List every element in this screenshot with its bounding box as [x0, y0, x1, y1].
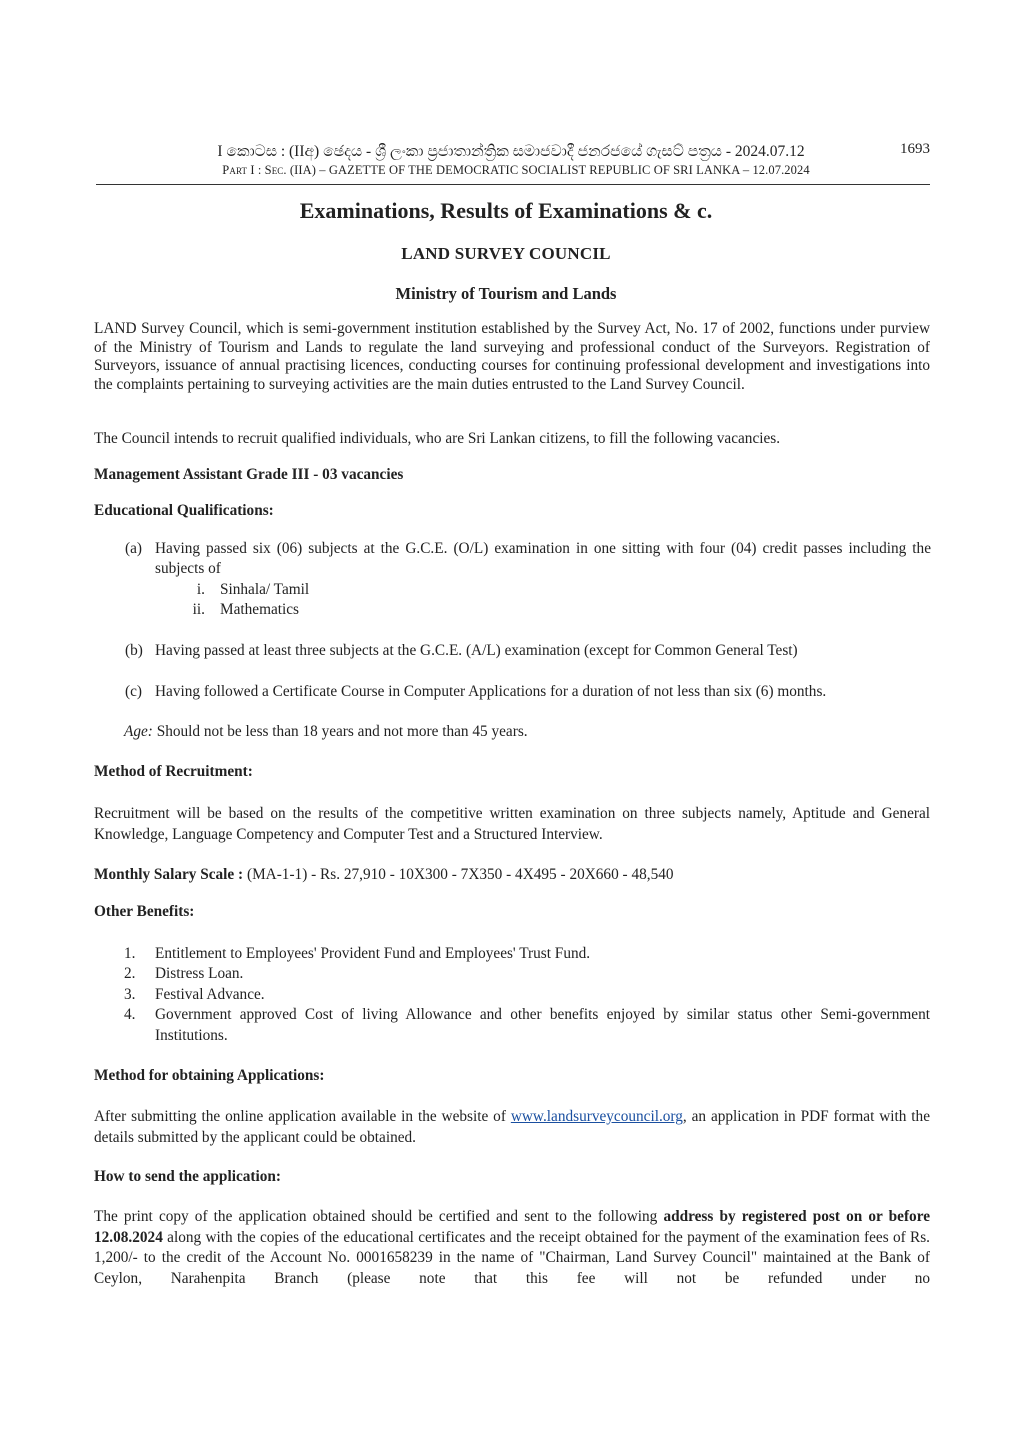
qualification-text: Having passed six (06) subjects at the G.C.E. (O/L) examination in one sitting with four (04) credit passes including the subjects of [155, 540, 931, 577]
qualification-text: Having passed at least three subjects at the G.C.E. (A/L) examination (except for Common General Test) [155, 642, 798, 659]
website-link[interactable]: www.landsurveycouncil.org [510, 1108, 683, 1125]
benefit-text: Government approved Cost of living Allowance and other benefits enjoyed by similar status other Semi-government Institutions. [155, 1006, 930, 1044]
obtaining-text-before: After submitting the online application available in the website of [94, 1108, 511, 1125]
header-part: Part I [222, 163, 255, 177]
age-label: Age: [124, 723, 153, 740]
recruitment-heading: Method of Recruitment: [94, 763, 253, 780]
sending-text-after: along with the copies of the educational certificates and the receipt obtained for the payment of the examination fees of Rs. 1,200/- to the credit of the Account No. 0001658239 in the name of "Chairman, Land Survey Council" maintained at the Bank of Ceylon, Narahenpita Branch (please note that this fee will not be refunded under no [94, 1228, 930, 1287]
benefit-number: 1. [124, 945, 136, 962]
subject-item [185, 580, 385, 600]
subject-number: i. [196, 581, 205, 598]
benefit-text: Distress Loan. [155, 965, 244, 982]
recruitment-text: Recruitment will be based on the results of the competitive written examination on three subjects namely, Aptitude and General Knowledge, Language Competency and Computer Test and a Structured Interview. [94, 805, 930, 843]
age-text: Should not be less than 18 years and not more than 45 years. [156, 723, 528, 740]
intro-paragraph: LAND Survey Council, which is semi-government institution established by the Survey Act, No. 17 of 2002, functions under purview of the Ministry of Tourism and Lands to regulate the land surveying and professional conduct of the Surveyors. Registration of Surveyors, issuance of annual practising licences, conducting courses for continuing professional development and investigations into the complaints pertaining to surveying activities are the main duties entrusted to the Land Survey Council. [94, 320, 930, 393]
subject-number: ii. [192, 601, 205, 618]
section-title: Examinations, Results of Examinations & c. [299, 198, 713, 223]
obtaining-heading: Method for obtaining Applications: [94, 1067, 325, 1084]
sending-heading: How to send the application: [94, 1168, 281, 1185]
qualification-item [125, 539, 931, 581]
qualification-item [125, 641, 931, 661]
benefit-number: 4. [124, 1006, 136, 1023]
qualification-label: (b) [125, 642, 143, 659]
benefit-item [124, 944, 930, 964]
sending-text-before: The print copy of the application obtained should be certified and sent to the following [94, 1208, 664, 1225]
ministry-heading: Ministry of Tourism and Lands [395, 284, 617, 303]
organization-heading: LAND SURVEY COUNCIL [401, 244, 611, 263]
sending-text [94, 1207, 930, 1289]
header-divider [96, 184, 930, 185]
benefit-text: Entitlement to Employees' Provident Fund and Employees' Trust Fund. [155, 945, 591, 962]
qualifications-heading: Educational Qualifications: [94, 502, 274, 519]
subject-text: Mathematics [220, 601, 300, 618]
recruit-paragraph: The Council intends to recruit qualified individuals, who are Sri Lankan citizens, to fill the following vacancies. [94, 430, 781, 447]
qualification-label: (a) [125, 540, 142, 557]
obtaining-text [94, 1107, 930, 1148]
qualification-text: Having followed a Certificate Course in Computer Applications for a duration of not less than six (6) months. [155, 683, 827, 700]
salary-label: Monthly Salary Scale : [94, 866, 244, 883]
subject-item [185, 600, 385, 620]
header-sinhala-line: I කොටස : (IIඅ) ඡෙදය - ශ්‍රී ලංකා ප්‍රජාතාන්ත්‍රික සමාජවාදී ජනරජයේ ගැසට් පත්‍රය - 2024.07.12 [217, 143, 805, 160]
benefits-heading: Other Benefits: [94, 903, 195, 920]
benefit-item [124, 964, 930, 984]
benefit-text: Festival Advance. [155, 986, 265, 1003]
header-english-rest: (IIA) – GAZETTE OF THE DEMOCRATIC SOCIALIST REPUBLIC OF SRI LANKA – 12.07.2024 [289, 163, 810, 177]
benefit-item [124, 985, 930, 1005]
qualification-label: (c) [125, 683, 142, 700]
benefit-number: 2. [124, 965, 136, 982]
salary-line [94, 866, 930, 885]
qualification-item [125, 682, 931, 702]
sending-deadline: address by registered post on or before 12.08.2024 [94, 1208, 931, 1246]
salary-value: (MA-1-1) - Rs. 27,910 - 10X300 - 7X350 - 4X495 - 20X660 - 48,540 [246, 866, 674, 883]
benefit-number: 3. [124, 986, 136, 1003]
age-requirement [124, 723, 930, 742]
subject-text: Sinhala/ Tamil [220, 581, 310, 598]
header-sec: Sec. [264, 163, 287, 177]
page-number: 1693 [900, 141, 930, 157]
position-heading: Management Assistant Grade III - 03 vacancies [94, 466, 404, 483]
benefit-item [124, 1005, 930, 1047]
header-english-line: Part I : Sec. (IIA) – GAZETTE OF THE DEMOCRATIC SOCIALIST REPUBLIC OF SRI LANKA – 12.07.2024 [222, 163, 810, 177]
obtaining-text-after: , an application in PDF format with the details submitted by the applicant could be obtained. [94, 1108, 930, 1146]
